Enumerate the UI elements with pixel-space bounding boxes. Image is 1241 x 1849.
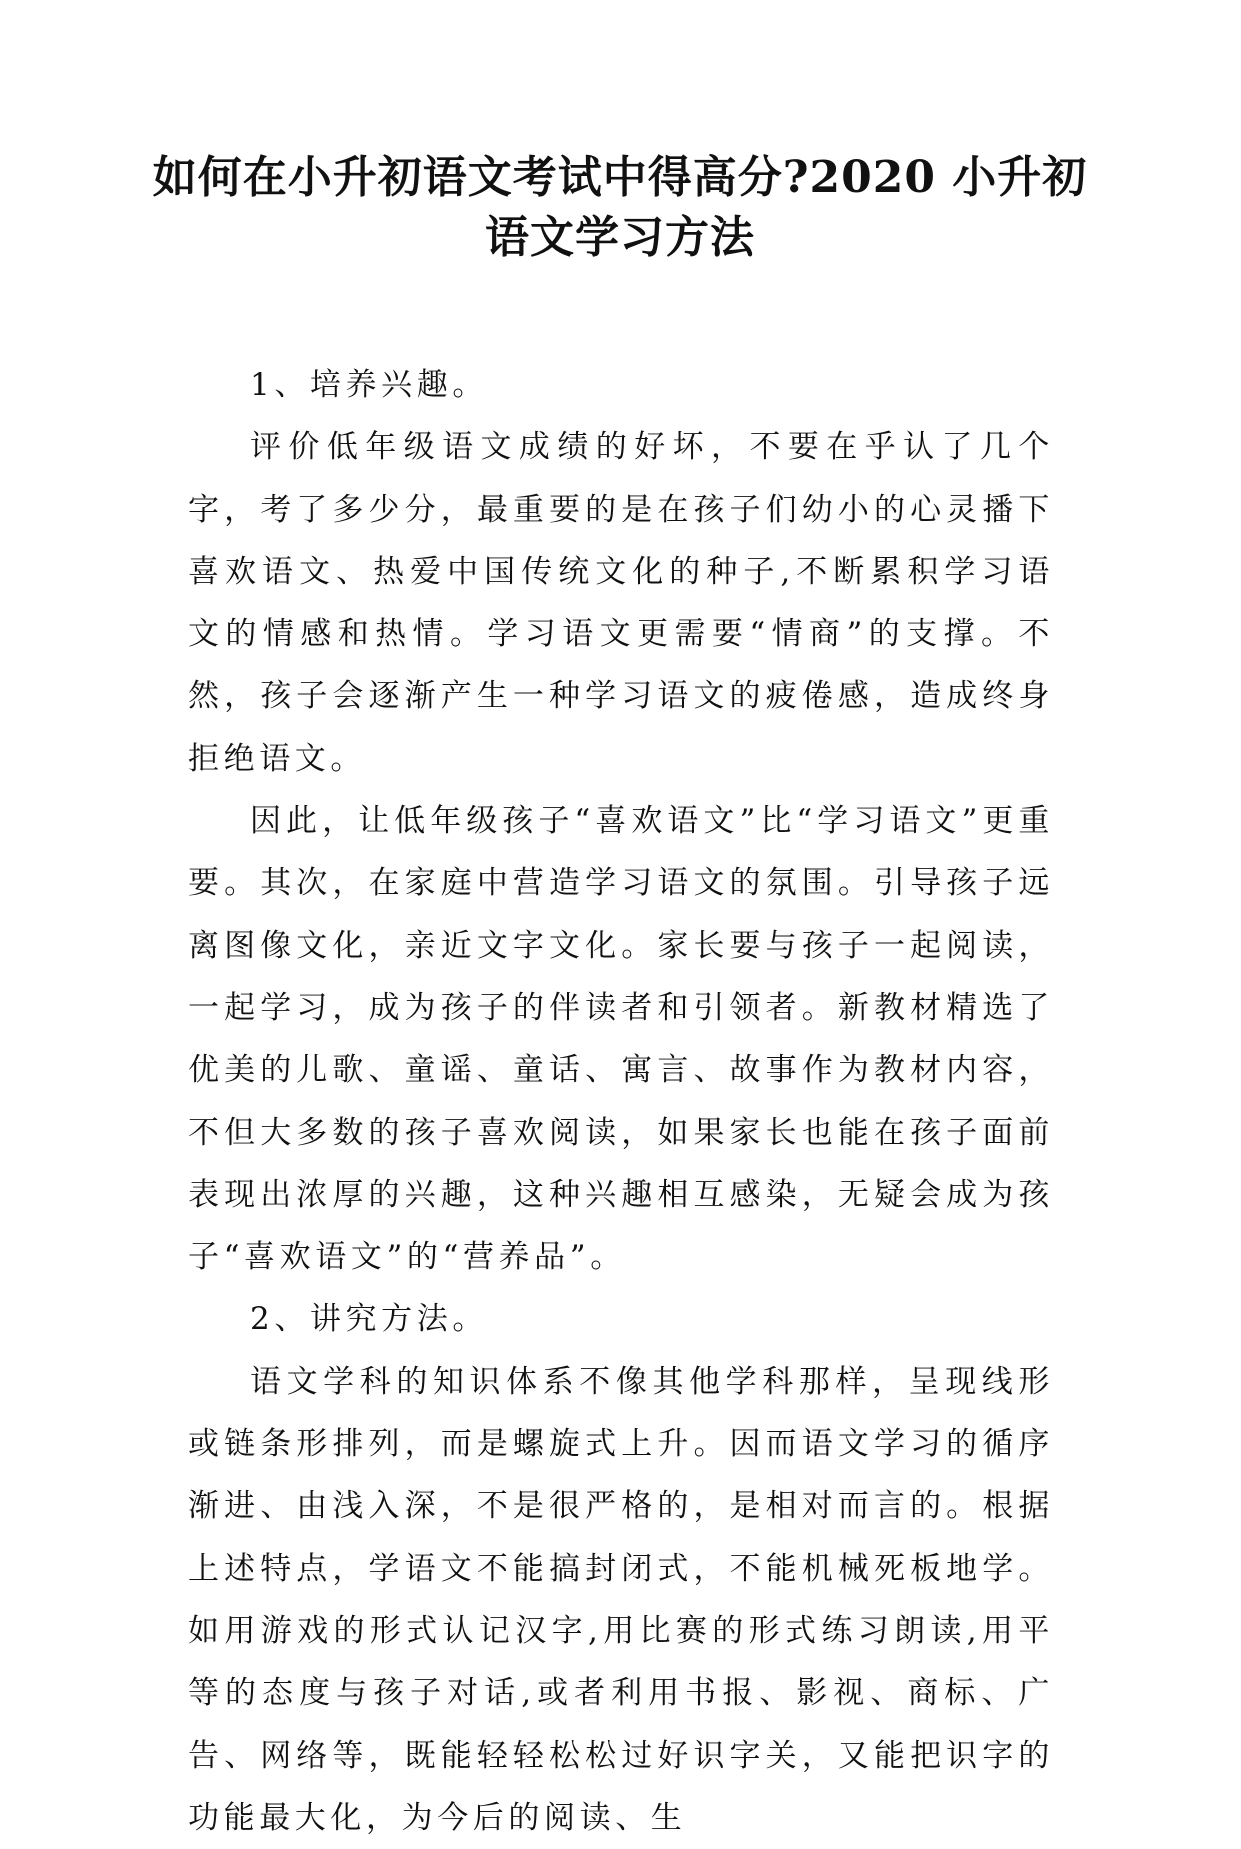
document-title: 如何在小升初语文考试中得高分?2020 小升初语文学习方法: [152, 152, 1088, 263]
paragraph-heading-2: 2、讲究方法。: [250, 1301, 488, 1338]
paragraph-heading-1: 1、培养兴趣。: [250, 367, 488, 403]
paragraph: 语文学科的知识体系不像其他学科那样，呈现线形或链条形排列，而是螺旋式上升。因而语文学习的循序渐进、由浅入深，不是很严格的，是相对而言的。根据上述特点，学语文不能搞封闭式，不能机械死板地学。如用游戏的形式认记汉字,用比赛的形式练习朗读,用平等的态度与孩子对话,或者利用书报、影视、商标、广告、网络等，既能轻轻松松过好识字关，又能把识字的功能最大化，为今后的阅读、生: [188, 1363, 1054, 1836]
paragraph: 评价低年级语文成绩的好坏，不要在乎认了几个字，考了多少分，最重要的是在孩子们幼小的心灵播下喜欢语文、热爱中国传统文化的种子,不断累积学习语文的情感和热情。学习语文更需要“情商”的支撑。不然，孩子会逐渐产生一种学习语文的疲倦感，造成终身拒绝语文。: [188, 429, 1054, 777]
paragraph: 因此，让低年级孩子“喜欢语文”比“学习语文”更重要。其次，在家庭中营造学习语文的氛围。引导孩子远离图像文化，亲近文字文化。家长要与孩子一起阅读，一起学习，成为孩子的伴读者和引领者。新教材精选了优美的儿歌、童谣、童话、寓言、故事作为教材内容，不但大多数的孩子喜欢阅读，如果家长也能在孩子面前表现出浓厚的兴趣，这种兴趣相互感染，无疑会成为孩子“喜欢语文”的“营养品”。: [188, 803, 1054, 1276]
document-body: [188, 354, 1054, 1849]
